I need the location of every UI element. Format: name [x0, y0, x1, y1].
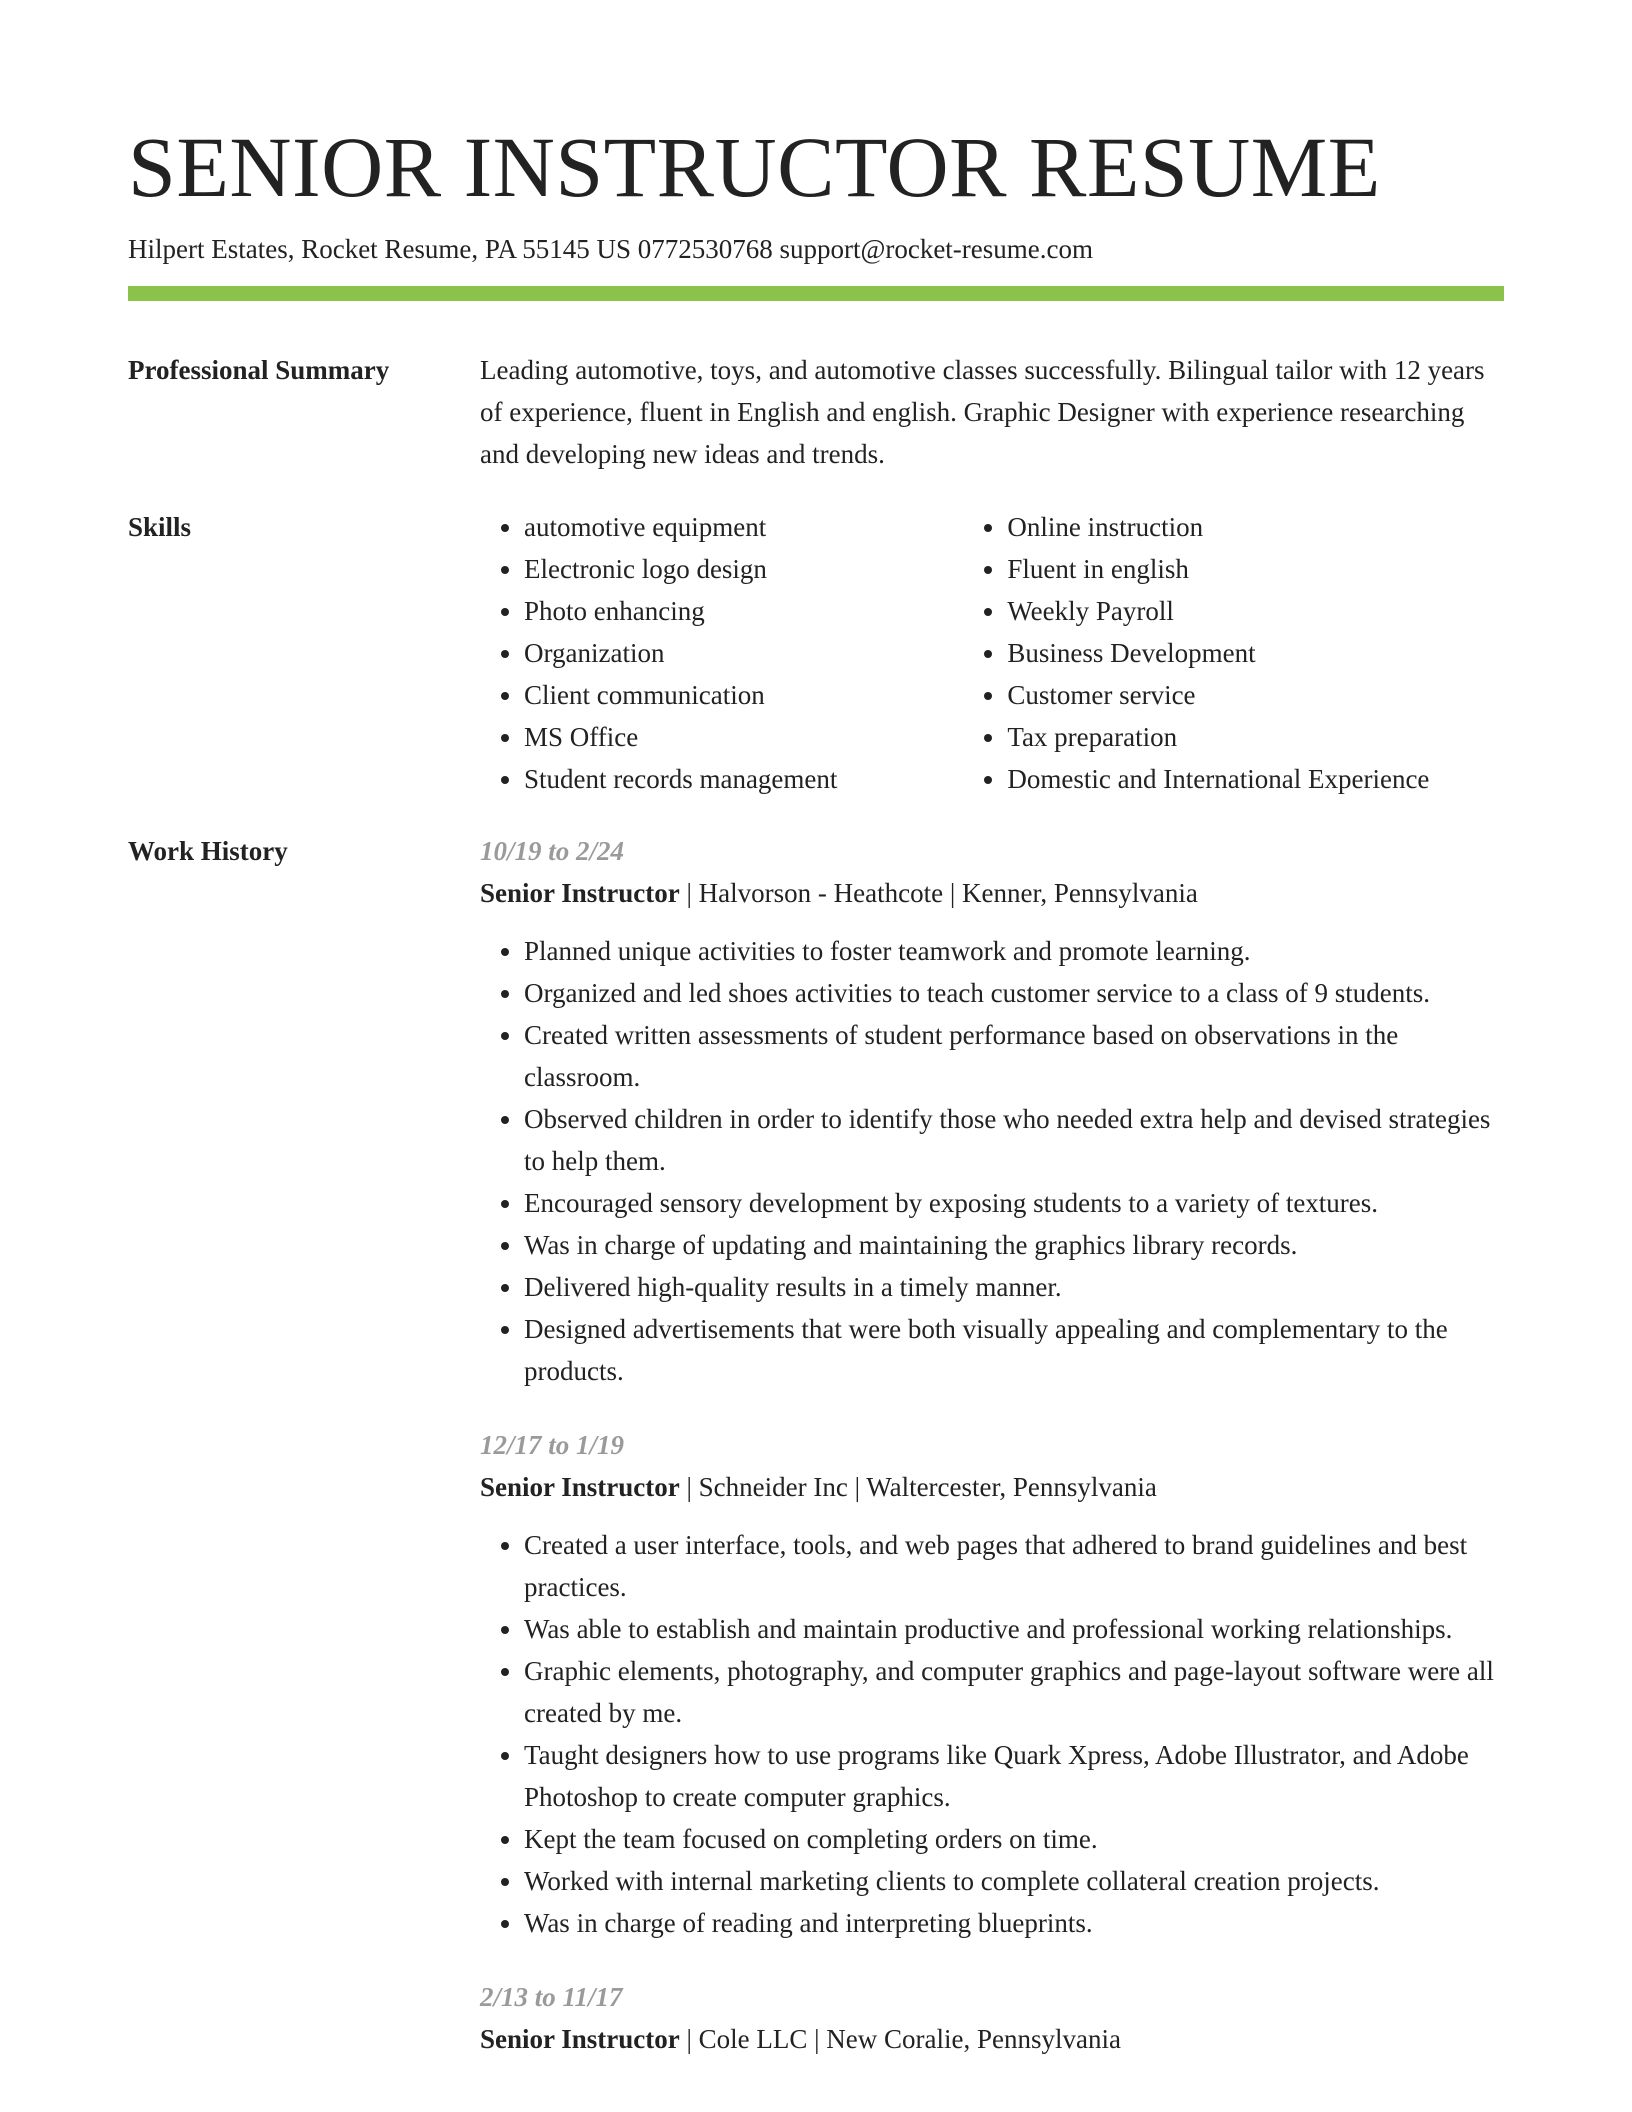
skill-item: • Business Development — [1007, 632, 1504, 674]
skill-item: • Photo enhancing — [524, 590, 963, 632]
job-duty-item: • Kept the team focused on completing orders on time. — [524, 1818, 1504, 1860]
skill-item: • Weekly Payroll — [1007, 590, 1504, 632]
job-duty-item: • Taught designers how to use programs like Quark Xpress, Adobe Illustrator, and Adobe Photoshop to create computer graphics. — [524, 1734, 1504, 1818]
job-heading — [480, 872, 1504, 914]
skill-item: • Fluent in english — [1007, 548, 1504, 590]
job-duty-item: • Worked with internal marketing clients to complete collateral creation projects. — [524, 1860, 1504, 1902]
job-duty-item: • Planned unique activities to foster teamwork and promote learning. — [524, 930, 1504, 972]
skill-item: • automotive equipment — [524, 506, 963, 548]
job-duty-item: • Created written assessments of student performance based on observations in the classroom. — [524, 1014, 1504, 1098]
job-title: Senior Instructor — [480, 1472, 680, 1502]
summary-label: Professional Summary — [128, 355, 390, 385]
skills-list-left — [480, 506, 963, 800]
job-duties — [480, 930, 1504, 1392]
job-employer-location: | Cole LLC | New Coralie, Pennsylvania — [679, 2024, 1121, 2054]
job-dates: 10/19 to 2/24 — [480, 836, 625, 866]
skills-label: Skills — [128, 512, 192, 542]
job-entry — [480, 1976, 1504, 2060]
job-entry — [480, 830, 1504, 1392]
job-title: Senior Instructor — [480, 2024, 680, 2054]
job-employer-location: | Schneider Inc | Waltercester, Pennsylvania — [679, 1472, 1157, 1502]
job-duty-item: • Was in charge of reading and interpreting blueprints. — [524, 1902, 1504, 1944]
skill-item: • MS Office — [524, 716, 963, 758]
work-history-label: Work History — [128, 836, 288, 866]
skill-item: • Tax preparation — [1007, 716, 1504, 758]
skill-item: • Organization — [524, 632, 963, 674]
job-dates: 2/13 to 11/17 — [480, 1982, 623, 2012]
skill-item: • Online instruction — [1007, 506, 1504, 548]
skill-item: • Electronic logo design — [524, 548, 963, 590]
job-duties — [480, 1524, 1504, 1944]
resume-title: SENIOR INSTRUCTOR RESUME — [128, 119, 1381, 215]
job-employer-location: | Halvorson - Heathcote | Kenner, Pennsylvania — [679, 878, 1198, 908]
job-duty-item: • Designed advertisements that were both visually appealing and complementary to the products. — [524, 1308, 1504, 1392]
job-duty-item: • Graphic elements, photography, and computer graphics and page-layout software were all created by me. — [524, 1650, 1504, 1734]
job-title: Senior Instructor — [480, 878, 680, 908]
skill-item: • Student records management — [524, 758, 963, 800]
skill-item: • Client communication — [524, 674, 963, 716]
job-duty-item: • Organized and led shoes activities to teach customer service to a class of 9 students. — [524, 972, 1504, 1014]
skill-item: • Customer service — [1007, 674, 1504, 716]
job-entry — [480, 1424, 1504, 1944]
job-duty-item: • Observed children in order to identify those who needed extra help and devised strategies to help them. — [524, 1098, 1504, 1182]
job-dates: 12/17 to 1/19 — [480, 1430, 625, 1460]
contact-line: Hilpert Estates, Rocket Resume, PA 55145 US 0772530768 support@rocket-resume.com — [128, 234, 1093, 264]
job-duty-item: • Created a user interface, tools, and web pages that adhered to brand guidelines and best practices. — [524, 1524, 1504, 1608]
job-heading — [480, 1466, 1504, 1508]
job-duty-item: • Was able to establish and maintain productive and professional working relationships. — [524, 1608, 1504, 1650]
job-duty-item: • Encouraged sensory development by exposing students to a variety of textures. — [524, 1182, 1504, 1224]
job-duty-item: • Delivered high-quality results in a timely manner. — [524, 1266, 1504, 1308]
summary-text: Leading automotive, toys, and automotive classes successfully. Bilingual tailor with 12 years of experience, fluent in English and english. Graphic Designer with experience researching and developing new ideas and trends. — [480, 355, 1485, 469]
header-divider — [128, 286, 1504, 301]
skills-list-right — [963, 506, 1504, 800]
skill-item: • Domestic and International Experience — [1007, 758, 1504, 800]
skills-columns — [480, 506, 1504, 800]
job-duty-item: • Was in charge of updating and maintaining the graphics library records. — [524, 1224, 1504, 1266]
job-heading — [480, 2018, 1504, 2060]
